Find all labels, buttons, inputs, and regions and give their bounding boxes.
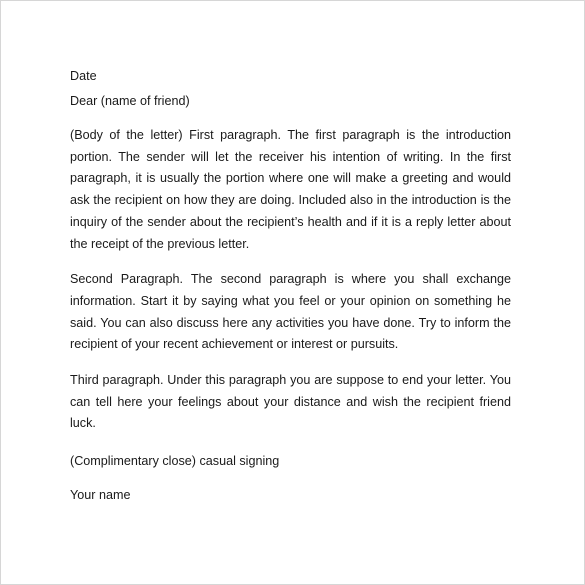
letter-date: Date — [70, 69, 97, 83]
letter-body — [70, 67, 511, 504]
letter-salutation: Dear (name of friend) — [70, 94, 190, 108]
third-paragraph: Third paragraph. Under this paragraph you are suppose to end your letter. You can tell here your feelings about your distance and wish the recipient friend luck. — [70, 373, 511, 431]
signature: Your name — [70, 488, 131, 503]
second-paragraph: Second Paragraph. The second paragraph is where you shall exchange information. Start it by saying what you feel or your opinion on something he said. You can also discuss here any activities you have done. Try to inform the recipient of your recent achievement or interest or pursuits. — [70, 272, 511, 352]
first-paragraph: (Body of the letter) First paragraph. The first paragraph is the introduction portion. The sender will let the receiver his intention of writing. In the first paragraph, it is usually the portion where one will make a greeting and would ask the recipient on how they are doing. Included also in the introduction is the inquiry of the sender about the recipient’s health and if it is a reply letter about the receipt of the previous letter. — [70, 128, 511, 251]
complimentary-close: (Complimentary close) casual signing — [70, 454, 280, 469]
